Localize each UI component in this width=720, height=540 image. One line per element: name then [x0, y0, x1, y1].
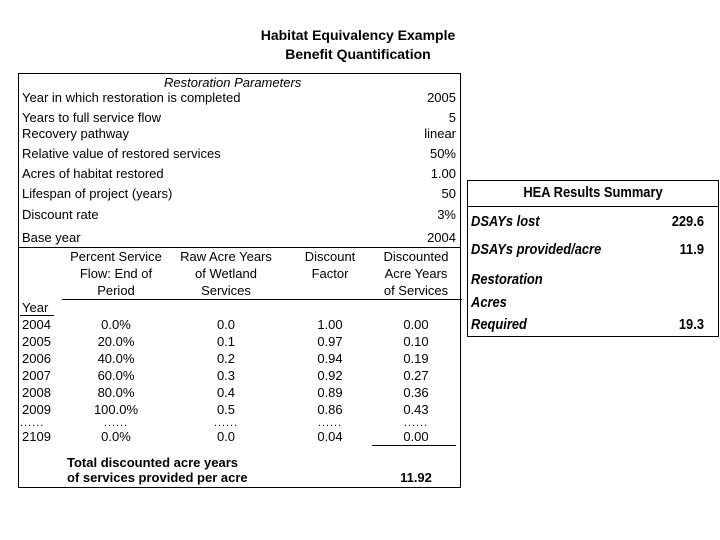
row-factor: 0.89	[317, 385, 343, 400]
row-pct: 40.0%	[97, 351, 135, 366]
last-row-year: 2109	[22, 429, 51, 444]
row-pct: 60.0%	[97, 368, 135, 383]
last-row-raw: 0.0	[216, 429, 236, 444]
param-label: Acres of habitat restored	[22, 166, 164, 181]
row-pct: 100.0%	[93, 402, 139, 417]
dsays-lost-value: 229.6	[671, 213, 704, 230]
total-rule	[372, 445, 456, 446]
row-raw: 0.1	[216, 334, 236, 349]
year-underline	[20, 315, 54, 316]
row-pct: 0.0%	[101, 317, 131, 332]
row-disc: 0.10	[403, 334, 429, 349]
row-year: 2007	[22, 368, 51, 383]
row-disc: 0.43	[403, 402, 429, 417]
ellipsis-disc: ......	[403, 417, 429, 429]
dsays-provided-label: DSAYs provided/acre	[471, 241, 602, 258]
header-discounted-acre-years: Discounted Acre Years of Services	[383, 249, 449, 298]
param-value: 2005	[427, 90, 456, 105]
dsays-lost-label: DSAYs lost	[471, 213, 540, 230]
param-value: linear	[424, 126, 456, 141]
row-pct: 20.0%	[97, 334, 135, 349]
row-raw: 0.2	[216, 351, 236, 366]
hea-title-divider	[467, 206, 719, 207]
total-value: 11.92	[400, 470, 432, 485]
row-raw: 0.5	[216, 402, 236, 417]
hea-summary-title: HEA Results Summary	[523, 184, 663, 201]
page-subtitle: Benefit Quantification	[285, 46, 431, 62]
row-raw: 0.4	[216, 385, 236, 400]
row-disc: 0.36	[403, 385, 429, 400]
param-label: Years to full service flow	[22, 110, 161, 125]
acres-value: 19.3	[678, 316, 704, 333]
last-row-pct: 0.0%	[101, 429, 131, 444]
param-value: 5	[448, 110, 456, 125]
row-factor: 0.94	[317, 351, 343, 366]
param-value: 3%	[437, 207, 456, 222]
total-label-line2: of services provided per acre	[67, 470, 248, 485]
param-label: Lifespan of project (years)	[22, 186, 173, 201]
param-label: Discount rate	[22, 207, 99, 222]
row-year: 2005	[22, 334, 51, 349]
param-label: Base year	[22, 230, 81, 245]
row-year: 2006	[22, 351, 51, 366]
last-row-disc: 0.00	[403, 429, 429, 444]
ellipsis-year: ......	[20, 417, 45, 429]
ellipsis-pct: ......	[103, 417, 129, 429]
row-factor: 0.97	[317, 334, 343, 349]
param-label: Relative value of restored services	[22, 146, 221, 161]
row-disc: 0.27	[403, 368, 429, 383]
last-row-factor: 0.04	[317, 429, 343, 444]
ellipsis-factor: ......	[317, 417, 343, 429]
row-raw: 0.0	[216, 317, 236, 332]
row-year: 2004	[22, 317, 51, 332]
header-underline	[62, 299, 462, 300]
param-value: 50	[441, 186, 456, 201]
hea-summary-box	[467, 180, 719, 337]
param-label: Recovery pathway	[22, 126, 129, 141]
header-percent-service: Percent Service Flow: End of Period	[70, 249, 162, 298]
restoration-parameters-heading: Restoration Parameters	[164, 75, 302, 90]
row-raw: 0.3	[216, 368, 236, 383]
year-label: Year	[22, 300, 49, 315]
row-year: 2009	[22, 402, 51, 417]
dsays-provided-value: 11.9	[679, 241, 704, 258]
acres-label-line2: Acres	[471, 294, 507, 311]
row-disc: 0.19	[403, 351, 429, 366]
row-disc: 0.00	[403, 317, 429, 332]
header-discount-factor: Discount Factor	[304, 249, 356, 281]
row-pct: 80.0%	[97, 385, 135, 400]
param-value: 2004	[427, 230, 456, 245]
acres-label-line3: Required	[471, 316, 527, 333]
header-raw-acre-years: Raw Acre Years of Wetland Services	[180, 249, 272, 298]
param-value: 50%	[429, 146, 456, 161]
row-factor: 1.00	[317, 317, 343, 332]
param-value: 1.00	[430, 166, 456, 181]
ellipsis-raw: ......	[213, 417, 239, 429]
total-label-line1: Total discounted acre years	[67, 455, 238, 470]
page-title: Habitat Equivalency Example	[260, 27, 456, 43]
row-year: 2008	[22, 385, 51, 400]
param-label: Year in which restoration is completed	[22, 90, 241, 105]
row-factor: 0.86	[317, 402, 343, 417]
row-factor: 0.92	[317, 368, 343, 383]
acres-label-line1: Restoration	[471, 271, 543, 288]
